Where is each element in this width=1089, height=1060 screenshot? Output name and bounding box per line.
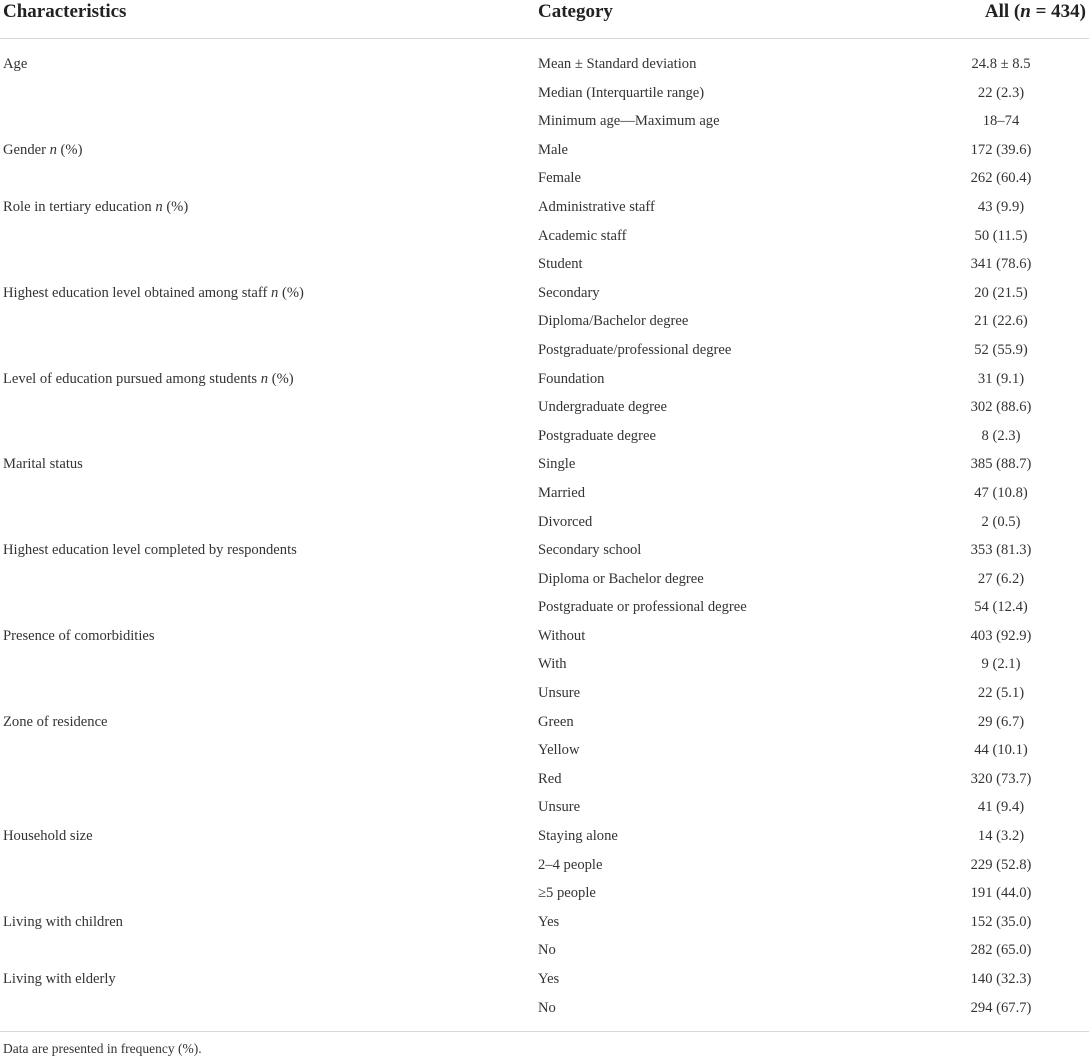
- value-cell: 22 (5.1): [977, 685, 1025, 702]
- value-cell: 18–74: [982, 113, 1020, 130]
- category-cell: Unsure: [538, 799, 581, 816]
- table-row: [0, 450, 1089, 479]
- characteristic-label: Role in tertiary education: [3, 198, 156, 215]
- table-header-row: [0, 0, 1089, 39]
- header-all: [985, 0, 1086, 24]
- characteristic-cell: [3, 536, 297, 564]
- value-cell: 54 (12.4): [974, 599, 1028, 616]
- value-cell: 294 (67.7): [970, 999, 1032, 1016]
- table-body: [0, 39, 1089, 1022]
- category-cell: Postgraduate degree: [538, 427, 656, 444]
- value-cell: 341 (78.6): [970, 256, 1032, 273]
- value-cell: 27 (6.2): [977, 570, 1025, 587]
- value-cell: 47 (10.8): [974, 484, 1028, 501]
- value-cell: 353 (81.3): [970, 542, 1032, 559]
- table-row: [0, 965, 1089, 994]
- table-row: [0, 879, 1089, 908]
- table-row: [0, 193, 1089, 222]
- characteristic-label: Highest education level obtained among staff: [3, 284, 272, 301]
- category-cell: Married: [538, 484, 586, 501]
- value-cell: 14 (3.2): [977, 828, 1025, 845]
- table-row: [0, 222, 1089, 251]
- header-all-suffix: = 434): [1030, 1, 1086, 22]
- value-cell: 302 (88.6): [970, 399, 1032, 416]
- table-row: [0, 708, 1089, 737]
- table-row: [0, 107, 1089, 136]
- table-row: [0, 336, 1089, 365]
- value-cell: 140 (32.3): [970, 971, 1032, 987]
- category-cell: Median (Interquartile range): [538, 84, 705, 101]
- value-cell: 29 (6.7): [977, 713, 1025, 730]
- n-percent-label: n (%): [49, 141, 83, 158]
- n-percent-label: n (%): [271, 284, 304, 301]
- category-cell: Female: [538, 170, 581, 187]
- table-row: [0, 50, 1089, 79]
- value-cell: 191 (44.0): [970, 885, 1032, 902]
- table-row: [0, 79, 1089, 108]
- table-row: [0, 422, 1089, 451]
- characteristic-cell: [3, 136, 82, 164]
- table-row: [0, 250, 1089, 279]
- category-cell: Yes: [538, 913, 560, 930]
- table-row: [0, 164, 1089, 193]
- characteristic-label: Living with elderly: [3, 971, 116, 987]
- value-cell: 403 (92.9): [970, 627, 1032, 644]
- category-cell: Secondary: [538, 284, 600, 301]
- table-row: [0, 479, 1089, 508]
- value-cell: 22 (2.3): [977, 84, 1025, 101]
- category-cell: Single: [538, 456, 576, 473]
- header-category: Category: [538, 1, 613, 22]
- characteristic-label: Highest education level completed by respondents: [3, 542, 297, 559]
- characteristic-label: Household size: [3, 828, 93, 845]
- value-cell: 8 (2.3): [981, 427, 1021, 444]
- value-cell: 262 (60.4): [970, 170, 1032, 187]
- table-row: [0, 307, 1089, 336]
- category-cell: Male: [538, 141, 568, 158]
- category-cell: Without: [538, 627, 586, 644]
- table-row: [0, 822, 1089, 851]
- category-cell: Staying alone: [538, 828, 618, 845]
- table-row: [0, 393, 1089, 422]
- characteristic-cell: [3, 450, 83, 478]
- table-row: [0, 536, 1089, 565]
- category-cell: Foundation: [538, 370, 605, 387]
- category-cell: Minimum age—Maximum age: [538, 113, 720, 130]
- value-cell: 20 (21.5): [974, 284, 1028, 301]
- category-cell: Administrative staff: [538, 198, 655, 215]
- characteristic-label: Gender: [3, 141, 50, 158]
- category-cell: With: [538, 656, 567, 673]
- category-cell: Divorced: [538, 513, 593, 530]
- characteristic-cell: [3, 708, 108, 736]
- category-cell: No: [538, 999, 556, 1016]
- category-cell: Yes: [538, 971, 560, 987]
- characteristic-cell: [3, 965, 116, 993]
- value-cell: 43 (9.9): [977, 198, 1025, 215]
- category-cell: Postgraduate or professional degree: [538, 599, 747, 616]
- value-cell: 41 (9.4): [977, 799, 1025, 816]
- table-row: [0, 936, 1089, 965]
- characteristic-cell: [3, 193, 188, 221]
- value-cell: 385 (88.7): [970, 456, 1032, 473]
- value-cell: 44 (10.1): [974, 742, 1028, 759]
- category-cell: Postgraduate/professional degree: [538, 341, 732, 358]
- characteristic-cell: [3, 50, 27, 78]
- table-row: [0, 994, 1089, 1023]
- characteristic-cell: [3, 365, 294, 393]
- table-row: [0, 508, 1089, 537]
- characteristic-label: Marital status: [3, 456, 83, 473]
- category-cell: Secondary school: [538, 542, 642, 559]
- category-cell: Academic staff: [538, 227, 627, 244]
- category-cell: ≥5 people: [538, 885, 596, 902]
- table-bottom-rule: [0, 1031, 1089, 1032]
- value-cell: 24.8 ± 8.5: [971, 56, 1031, 72]
- table-row: [0, 793, 1089, 822]
- category-cell: No: [538, 942, 556, 959]
- table-row: [0, 765, 1089, 794]
- value-cell: 320 (73.7): [970, 770, 1032, 787]
- value-cell: 50 (11.5): [974, 227, 1028, 244]
- characteristic-cell: [3, 822, 93, 850]
- category-cell: Student: [538, 256, 583, 273]
- table-row: [0, 908, 1089, 937]
- table-row: [0, 593, 1089, 622]
- header-characteristics: Characteristics: [3, 1, 127, 22]
- value-cell: 282 (65.0): [970, 942, 1032, 959]
- category-cell: Unsure: [538, 685, 581, 702]
- characteristic-label: Presence of comorbidities: [3, 627, 155, 644]
- value-cell: 152 (35.0): [970, 913, 1032, 930]
- category-cell: Mean ± Standard deviation: [538, 56, 697, 72]
- table-row: [0, 136, 1089, 165]
- category-cell: Green: [538, 713, 574, 730]
- characteristic-cell: [3, 279, 304, 307]
- category-cell: Diploma or Bachelor degree: [538, 570, 704, 587]
- value-cell: 172 (39.6): [970, 141, 1032, 158]
- characteristic-label: Age: [3, 56, 28, 72]
- value-cell: 229 (52.8): [970, 856, 1032, 873]
- characteristic-cell: [3, 908, 123, 936]
- n-percent-label: n (%): [155, 198, 189, 215]
- category-cell: Red: [538, 770, 562, 787]
- table-row: [0, 679, 1089, 708]
- table-row: [0, 736, 1089, 765]
- table-row: [0, 565, 1089, 594]
- n-percent-label: n (%): [260, 370, 294, 387]
- category-cell: Diploma/Bachelor degree: [538, 313, 689, 330]
- table-row: [0, 279, 1089, 308]
- category-cell: Yellow: [538, 742, 580, 759]
- table-footnote: Data are presented in frequency (%).: [3, 1041, 202, 1056]
- header-all-n: n: [1020, 1, 1031, 22]
- table-row: [0, 365, 1089, 394]
- table-row: [0, 650, 1089, 679]
- header-all-prefix: All (: [984, 1, 1021, 22]
- value-cell: 21 (22.6): [974, 313, 1028, 330]
- characteristic-label: Zone of residence: [3, 713, 108, 730]
- table-row: [0, 622, 1089, 651]
- value-cell: 2 (0.5): [981, 513, 1021, 530]
- category-cell: 2–4 people: [538, 856, 603, 873]
- category-cell: Undergraduate degree: [538, 399, 667, 416]
- characteristic-label: Level of education pursued among students: [3, 370, 261, 387]
- value-cell: 9 (2.1): [981, 656, 1021, 673]
- value-cell: 31 (9.1): [977, 370, 1025, 387]
- table-row: [0, 851, 1089, 880]
- value-cell: 52 (55.9): [974, 341, 1028, 358]
- characteristic-label: Living with children: [3, 913, 123, 930]
- characteristic-cell: [3, 622, 155, 650]
